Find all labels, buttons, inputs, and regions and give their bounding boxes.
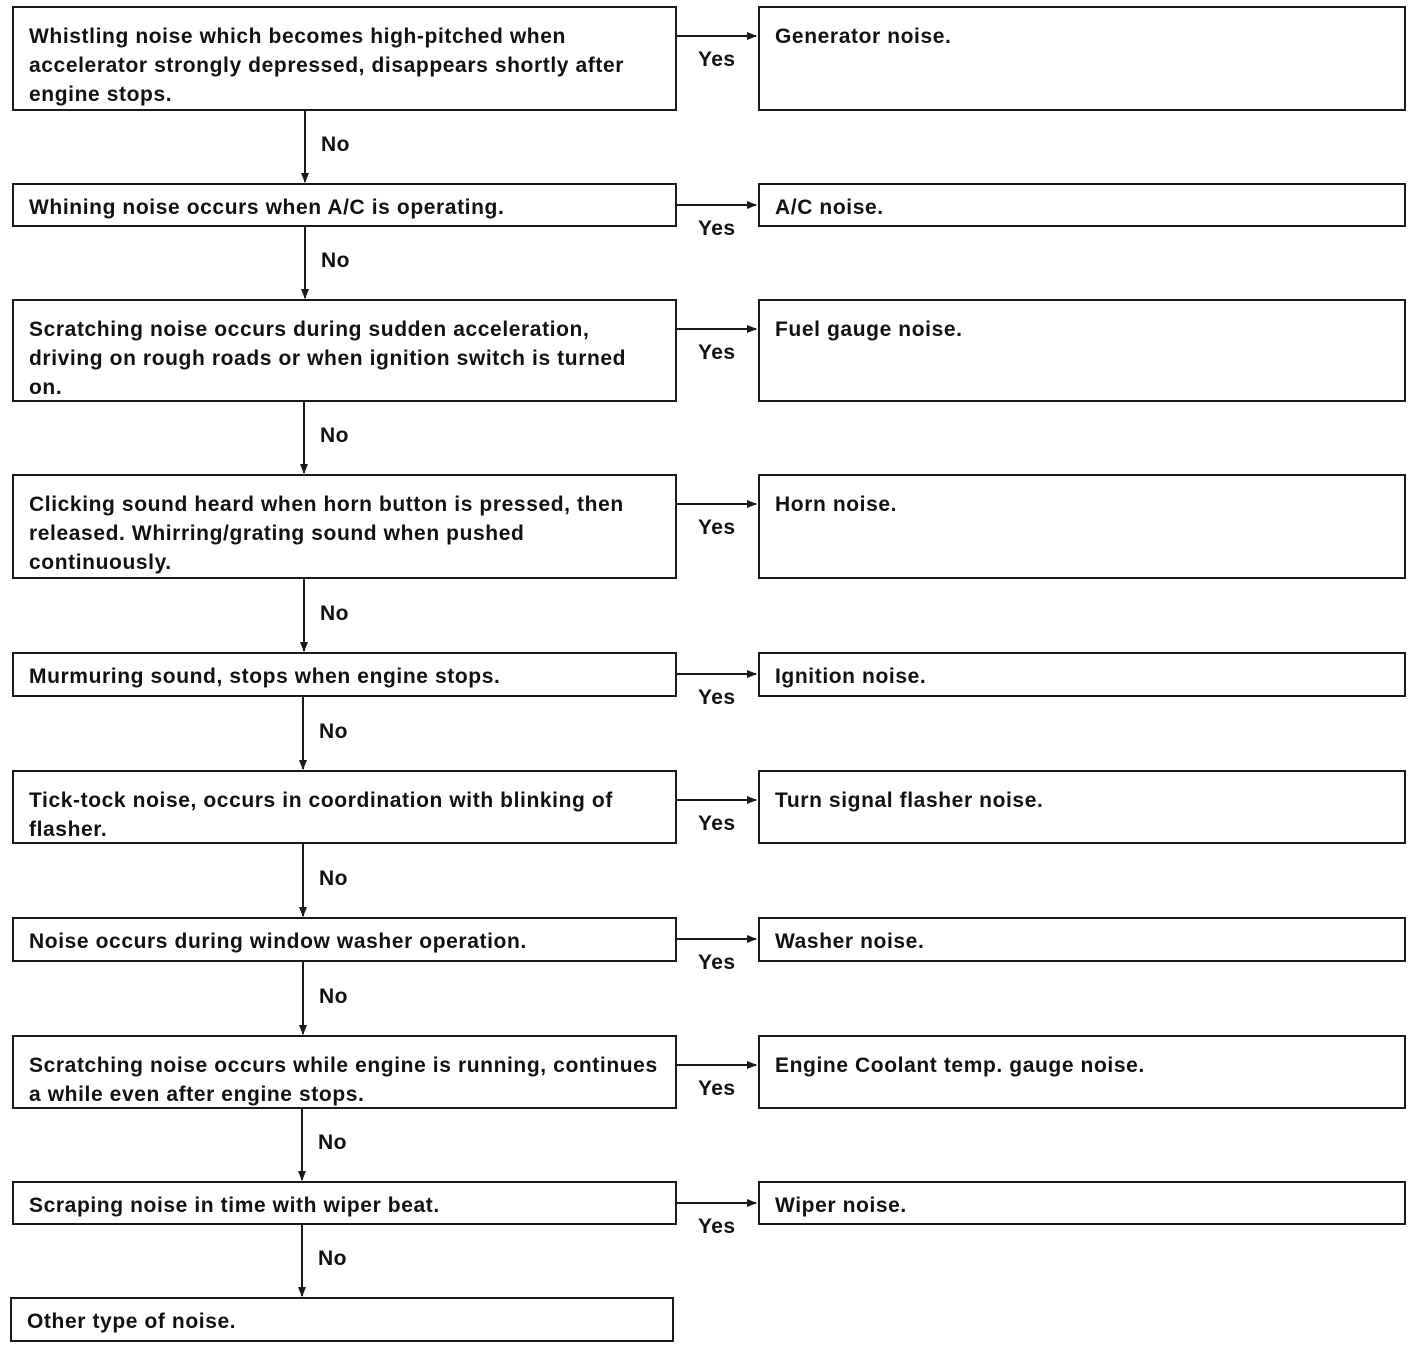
result-box: Engine Coolant temp. gauge noise. (758, 1035, 1406, 1109)
condition-box: Murmuring sound, stops when engine stops. (12, 652, 677, 697)
condition-box: Scratching noise occurs while engine is running, continues a while even after engine stops. (12, 1035, 677, 1109)
yes-label: Yes (698, 341, 736, 364)
yes-label: Yes (698, 812, 736, 835)
result-box: Generator noise. (758, 6, 1406, 111)
yes-label: Yes (698, 48, 736, 71)
no-label: No (320, 424, 349, 447)
yes-label: Yes (698, 217, 736, 240)
result-box: Washer noise. (758, 917, 1406, 962)
yes-label: Yes (698, 516, 736, 539)
yes-label: Yes (698, 951, 736, 974)
condition-box: Scraping noise in time with wiper beat. (12, 1181, 677, 1225)
result-box: Ignition noise. (758, 652, 1406, 697)
no-label: No (319, 866, 348, 890)
condition-box: Clicking sound heard when horn button is pressed, then released. Whirring/grating sound when pushed continuously. (12, 474, 677, 579)
result-box: Horn noise. (758, 474, 1406, 579)
result-box: Turn signal flasher noise. (758, 770, 1406, 844)
yes-label: Yes (698, 1215, 736, 1238)
result-box: Fuel gauge noise. (758, 299, 1406, 402)
result-box: A/C noise. (758, 183, 1406, 227)
no-label: No (318, 1131, 347, 1154)
no-label: No (321, 133, 350, 156)
yes-label: Yes (698, 1077, 736, 1100)
no-label: No (318, 1247, 347, 1270)
final-box: Other type of noise. (10, 1297, 674, 1342)
no-label: No (320, 601, 349, 625)
no-label: No (321, 249, 350, 272)
condition-box: Whining noise occurs when A/C is operating. (12, 183, 677, 227)
no-label: No (319, 984, 348, 1008)
condition-box: Tick-tock noise, occurs in coordination with blinking of flasher. (12, 770, 677, 844)
no-label: No (319, 719, 348, 743)
condition-box: Noise occurs during window washer operation. (12, 917, 677, 962)
result-box: Wiper noise. (758, 1181, 1406, 1225)
condition-box: Whistling noise which becomes high-pitched when accelerator strongly depressed, disappears shortly after engine stops. (12, 6, 677, 111)
yes-label: Yes (698, 686, 736, 709)
condition-box: Scratching noise occurs during sudden acceleration, driving on rough roads or when ignition switch is turned on. (12, 299, 677, 402)
